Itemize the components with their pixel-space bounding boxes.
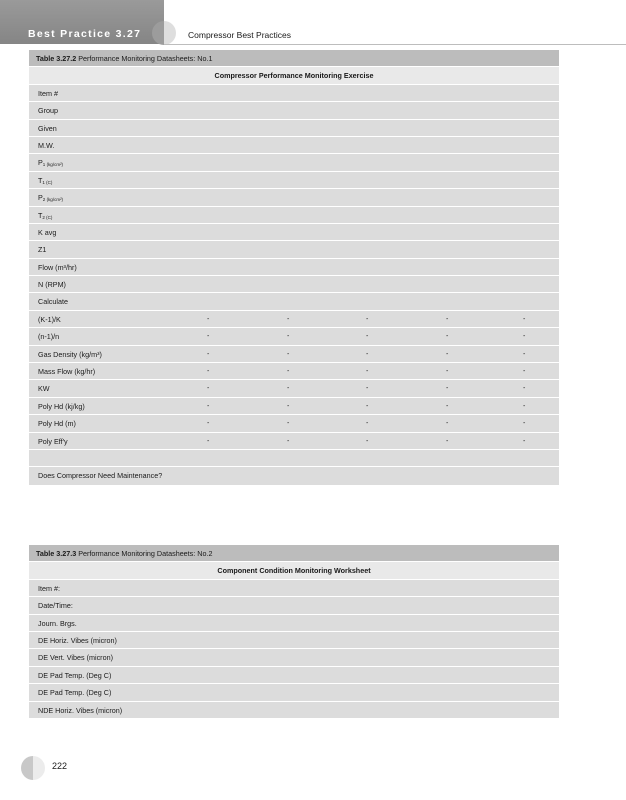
empty-cell-dash: - [287, 350, 290, 358]
table-row [29, 380, 559, 397]
table-row [29, 224, 559, 241]
row-label: N (RPM) [38, 280, 66, 290]
row-label: KW [38, 384, 50, 394]
table-caption [29, 50, 559, 67]
chapter-title: Compressor Best Practices [188, 30, 291, 40]
maintenance-question: Does Compressor Need Maintenance? [38, 470, 163, 480]
row-label: Gas Density (kg/m³) [38, 349, 102, 359]
table-row [29, 363, 559, 380]
table-row [29, 615, 559, 632]
empty-cell-dash: - [366, 402, 369, 410]
row-label: Journ. Brgs. [38, 618, 77, 628]
table-row [29, 328, 559, 345]
empty-cell-dash: - [446, 385, 449, 393]
empty-cell-dash: - [366, 350, 369, 358]
empty-cell-dash: - [523, 350, 526, 358]
header-rule [164, 44, 626, 45]
row-label: DE Pad Temp. (Deg C) [38, 688, 112, 698]
section-label: Best Practice 3.27 [28, 28, 142, 40]
row-label: Group [38, 106, 58, 116]
table-row [29, 137, 559, 154]
table-row [29, 241, 559, 258]
caption-number: Table 3.27.3 [36, 549, 77, 558]
row-label: (n-1)/n [38, 332, 60, 342]
empty-cell-dash: - [287, 385, 290, 393]
performance-table [29, 50, 559, 486]
table-row [29, 189, 559, 206]
row-label: Flow (m³/hr) [38, 262, 77, 272]
row-label: DE Vert. Vibes (micron) [38, 653, 113, 663]
condition-table [29, 545, 559, 719]
empty-cell-dash: - [207, 402, 210, 410]
table-row [29, 433, 559, 450]
table-row [29, 597, 559, 614]
empty-cell-dash: - [287, 402, 290, 410]
row-label: Z1 [38, 245, 47, 255]
row-label: $P_1$ $_{(kg/cm^2)}$ [38, 158, 64, 168]
empty-cell-dash: - [207, 437, 210, 445]
table-row [29, 172, 559, 189]
empty-cell-dash: - [287, 420, 290, 428]
empty-cell-dash: - [446, 402, 449, 410]
empty-cell-dash: - [287, 315, 290, 323]
table-row [29, 684, 559, 701]
table-row [29, 632, 559, 649]
table-row [29, 667, 559, 684]
row-label: Calculate [38, 297, 68, 307]
empty-cell-dash: - [446, 437, 449, 445]
empty-cell-dash: - [366, 385, 369, 393]
row-label: Given [38, 123, 57, 133]
empty-cell-dash: - [523, 402, 526, 410]
table-row [29, 102, 559, 119]
row-label: NDE Horiz. Vibes (micron) [38, 705, 123, 715]
row-label: Item # [38, 88, 58, 98]
empty-cell-dash: - [207, 350, 210, 358]
table-row [29, 415, 559, 432]
table-caption [29, 545, 559, 562]
page-number-ornament [21, 756, 45, 780]
row-label: DE Horiz. Vibes (micron) [38, 635, 117, 645]
row-label: $T_2$ $_{(C)}$ [38, 210, 53, 220]
table-row [29, 346, 559, 363]
section-banner [0, 0, 164, 44]
row-label: $P_2$ $_{(kg/cm^2)}$ [38, 193, 64, 203]
empty-cell-dash: - [446, 333, 449, 341]
table-row [29, 702, 559, 719]
empty-cell-dash: - [523, 333, 526, 341]
empty-cell-dash: - [287, 333, 290, 341]
table-spacer-row [29, 450, 559, 467]
empty-cell-dash: - [446, 350, 449, 358]
caption-text: Performance Monitoring Datasheets: No.2 [78, 549, 213, 558]
empty-cell-dash: - [523, 437, 526, 445]
table-row [29, 467, 559, 486]
empty-cell-dash: - [207, 368, 210, 376]
table-row [29, 207, 559, 224]
empty-cell-dash: - [207, 315, 210, 323]
table-row [29, 398, 559, 415]
empty-cell-dash: - [287, 368, 290, 376]
empty-cell-dash: - [523, 315, 526, 323]
table-row [29, 85, 559, 102]
table-row [29, 311, 559, 328]
empty-cell-dash: - [287, 437, 290, 445]
empty-cell-dash: - [366, 315, 369, 323]
page-number: 222 [52, 761, 68, 771]
empty-cell-dash: - [366, 368, 369, 376]
empty-cell-dash: - [523, 385, 526, 393]
row-label: K avg [38, 227, 57, 237]
row-label: DE Pad Temp. (Deg C) [38, 670, 112, 680]
row-label: Date/Time: [38, 601, 73, 611]
empty-cell-dash: - [207, 385, 210, 393]
empty-cell-dash: - [523, 420, 526, 428]
empty-cell-dash: - [207, 333, 210, 341]
row-label: Poly Eff'y [38, 436, 68, 446]
header-circle-ornament [152, 21, 176, 45]
table-title: Compressor Performance Monitoring Exercise [29, 67, 559, 84]
row-label: Mass Flow (kg/hr) [38, 367, 96, 377]
empty-cell-dash: - [366, 333, 369, 341]
table-row [29, 580, 559, 597]
table-row [29, 276, 559, 293]
empty-cell-dash: - [366, 437, 369, 445]
caption-text: Performance Monitoring Datasheets: No.1 [78, 54, 213, 63]
row-label: M.W. [38, 140, 55, 150]
table-title: Component Condition Monitoring Worksheet [29, 562, 559, 579]
empty-cell-dash: - [523, 368, 526, 376]
empty-cell-dash: - [207, 420, 210, 428]
row-label: Poly Hd (m) [38, 419, 76, 429]
empty-cell-dash: - [446, 368, 449, 376]
table-row [29, 154, 559, 171]
empty-cell-dash: - [366, 420, 369, 428]
empty-cell-dash: - [446, 420, 449, 428]
table-row [29, 120, 559, 137]
row-label: Poly Hd (kj/kg) [38, 401, 85, 411]
empty-cell-dash: - [446, 315, 449, 323]
row-label: (K-1)/K [38, 314, 61, 324]
table-row [29, 293, 559, 310]
caption-number: Table 3.27.2 [36, 54, 77, 63]
table-row [29, 649, 559, 666]
row-label: $T_1$ $_{(C)}$ [38, 175, 53, 185]
row-label: Item #: [38, 583, 60, 593]
table-row [29, 259, 559, 276]
